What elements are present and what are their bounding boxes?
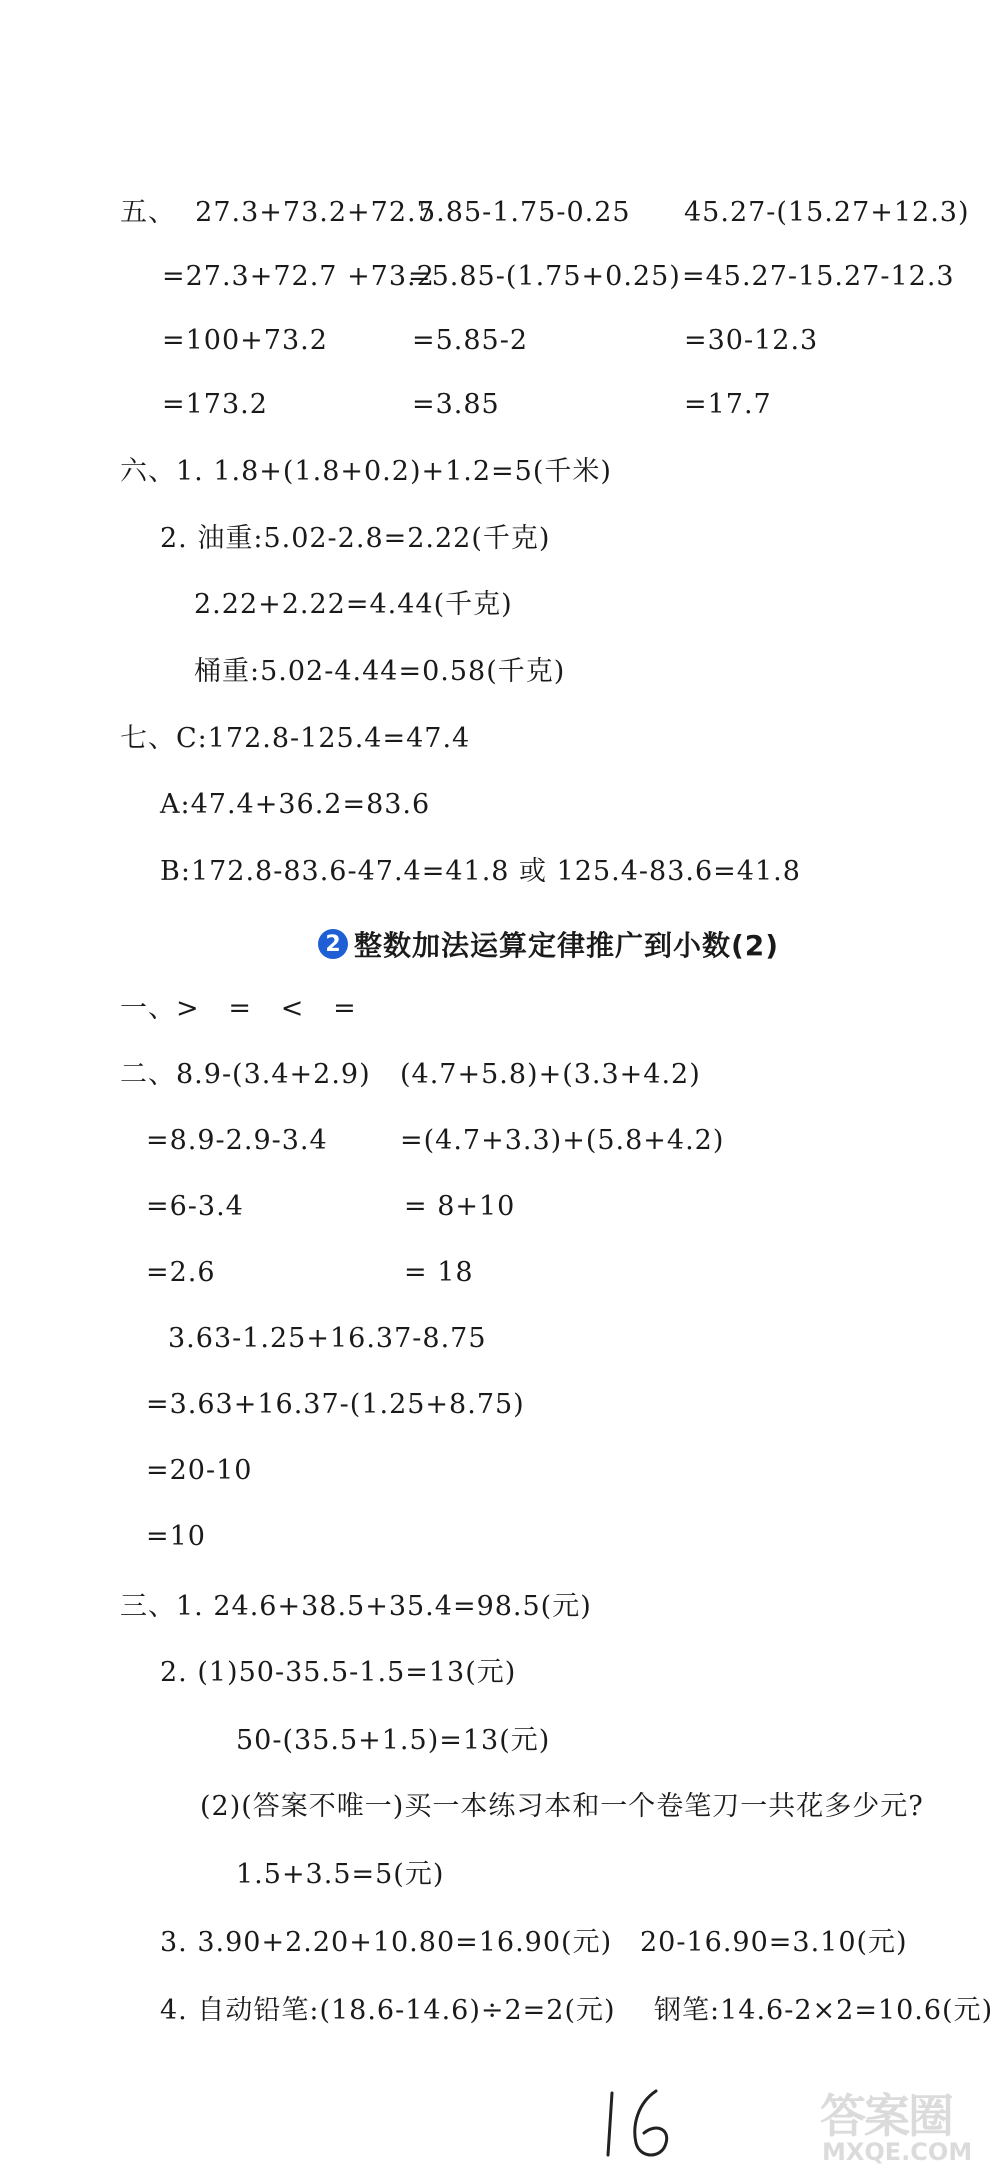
q5-row1-col3: 45.27-(15.27+12.3): [684, 197, 970, 228]
s2-q2-line7: =20-10: [146, 1455, 253, 1486]
s2-q3-line5: 1.5+3.5=5(元): [236, 1859, 445, 1890]
q5-row3-col3: =30-12.3: [684, 325, 819, 356]
s2-q2-row2-col1: =8.9-2.9-3.4: [146, 1125, 328, 1156]
q5-row1-col2: 5.85-1.75-0.25: [418, 197, 631, 228]
q7-line3: B:172.8-83.6-47.4=41.8 或 125.4-83.6=41.8: [160, 856, 801, 887]
q5-row2-col1: =27.3+72.7 +73.2: [162, 261, 435, 292]
s2-q2-row3-col1: =6-3.4: [146, 1191, 244, 1222]
q5-row4-col2: =3.85: [412, 389, 500, 420]
s2-q3-line6b: 20-16.90=3.10(元): [640, 1927, 908, 1958]
s2-q3-line1: 三、1. 24.6+38.5+35.4=98.5(元): [120, 1591, 592, 1622]
s2-q3-line7a: 4. 自动铅笔:(18.6-14.6)÷2=2(元): [160, 1995, 616, 2026]
s2-q2-row3-col2: = 8+10: [404, 1191, 516, 1222]
s2-q1-line: 一、> = < =: [120, 993, 357, 1024]
handwritten-page-number: [598, 2085, 688, 2165]
s2-q2-line6: =3.63+16.37-(1.25+8.75): [146, 1389, 525, 1420]
q5-row1-col1: 五、 27.3+73.2+72.7: [120, 197, 435, 228]
q5-row2-col2: =5.85-(1.75+0.25): [408, 261, 681, 292]
s2-q2-row2-col2: =(4.7+3.3)+(5.8+4.2): [400, 1125, 725, 1156]
section-title-text: 整数加法运算定律推广到小数(2): [354, 929, 780, 962]
section-title: [318, 926, 779, 962]
s2-q3-line6a: 3. 3.90+2.20+10.80=16.90(元): [160, 1927, 613, 1958]
s2-q3-line3: 50-(35.5+1.5)=13(元): [236, 1725, 551, 1756]
s2-q3-line2: 2. (1)50-35.5-1.5=13(元): [160, 1657, 517, 1688]
s2-q2-row1-col2: (4.7+5.8)+(3.3+4.2): [400, 1059, 701, 1090]
s2-q2-row4-col2: = 18: [404, 1257, 474, 1288]
s2-q3-line4: (2)(答案不唯一)买一本练习本和一个卷笔刀一共花多少元?: [200, 1791, 924, 1822]
q7-line2: A:47.4+36.2=83.6: [160, 789, 431, 820]
q5-row3-col1: =100+73.2: [162, 325, 328, 356]
q5-row3-col2: =5.85-2: [412, 325, 529, 356]
s2-q2-row4-col1: =2.6: [146, 1257, 216, 1288]
watermark-url: MXQE.COM: [822, 2138, 973, 2166]
q6-line2: 2. 油重:5.02-2.8=2.22(千克): [160, 523, 551, 554]
q5-row2-col3: =45.27-15.27-12.3: [682, 261, 955, 292]
s2-q2-line5: 3.63-1.25+16.37-8.75: [168, 1323, 487, 1354]
section-number-badge: 2: [318, 929, 348, 959]
s2-q2-row1-col1: 二、8.9-(3.4+2.9): [120, 1059, 371, 1090]
s2-q2-line8: =10: [146, 1521, 206, 1552]
q5-row4-col3: =17.7: [684, 389, 772, 420]
q6-line3: 2.22+2.22=4.44(千克): [194, 589, 513, 620]
q5-row4-col1: =173.2: [162, 389, 268, 420]
q6-line4: 桶重:5.02-4.44=0.58(千克): [194, 656, 566, 687]
q6-line1: 六、1. 1.8+(1.8+0.2)+1.2=5(千米): [120, 456, 612, 487]
s2-q3-line7b: 钢笔:14.6-2×2=10.6(元): [654, 1995, 994, 2026]
watermark-logo: [820, 2080, 995, 2180]
q7-line1: 七、C:172.8-125.4=47.4: [120, 723, 471, 754]
watermark-glyphs: 答案圈: [820, 2089, 952, 2143]
